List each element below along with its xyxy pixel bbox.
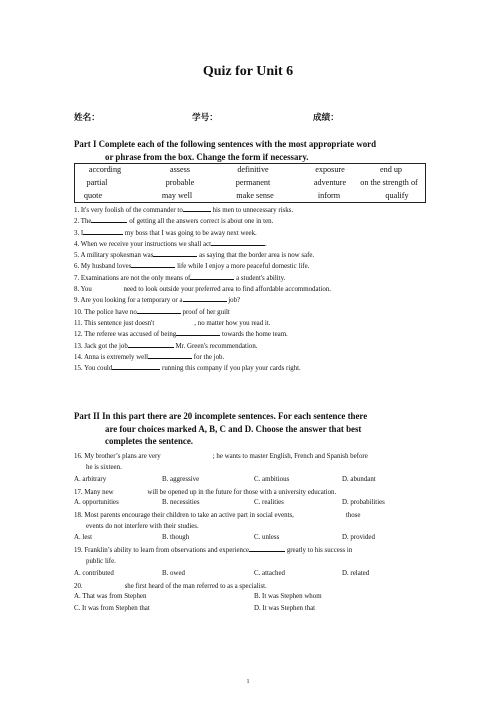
answer-blank[interactable] (249, 545, 285, 552)
word-box-item: may well (161, 191, 193, 200)
question-20: 20. she first heard of the man referred to as a specialist. (74, 583, 267, 590)
answer-blank[interactable] (131, 261, 175, 268)
word-box-row (75, 165, 425, 177)
question-16: 16. My brother’s plans are very ; he wants to master English, French and Spanish before he is sixteen. (74, 453, 368, 472)
answer-blank[interactable] (183, 205, 211, 212)
part1-sentences (74, 205, 426, 374)
choice-a[interactable]: A. contributed (74, 570, 114, 577)
question-19-choices (74, 570, 426, 581)
choice-b[interactable]: B. owed (162, 570, 185, 577)
sentence-2: 2. The of getting all the answers correct is about one in ten. (74, 218, 274, 226)
word-box (74, 163, 426, 203)
student-id-field-label: 学号： (192, 112, 218, 122)
word-box-item: probable (165, 178, 195, 187)
part2-heading: Part II In this part there are 20 incomplete sentences. For each sentence there are four choices marked A, B, C and D. Choose the answer that best completes the sentence. (74, 411, 368, 446)
choice-c[interactable]: C. It was from Stephen that (74, 605, 150, 612)
sentence-12: 12. The referee was accused of being towards the home team. (74, 331, 288, 339)
word-box-item: adventure (313, 178, 347, 187)
choice-b[interactable]: B. aggressive (162, 476, 200, 483)
page-title: Quiz for Unit 6 (202, 64, 294, 79)
word-box-item: assess (169, 165, 190, 174)
sentence-5: 5. A military spokesman was as saying that the border area is now safe. (74, 252, 315, 260)
choice-a[interactable]: A. opportunities (74, 499, 119, 506)
word-box-row (75, 178, 425, 190)
sentence-14: 14. Anna is extremely well for the job. (74, 353, 225, 361)
answer-blank[interactable] (112, 363, 160, 370)
word-box-item: on the strength of (360, 178, 418, 187)
part1-heading: Part I Complete each of the following sentences with the most appropriate word or phrase from the box. Change the form if necessary. (74, 139, 377, 162)
word-box-item: make sense (236, 191, 274, 200)
word-box-item: quote (83, 191, 103, 200)
answer-blank[interactable] (148, 352, 192, 359)
answer-blank[interactable] (91, 216, 127, 223)
word-box-item: permanent (235, 178, 271, 187)
choice-d[interactable]: D. It was Stephen that (254, 605, 316, 612)
word-box-item: inform (317, 191, 341, 200)
sentence-11: 11. This sentence just doesn't , no matter how you read it. (74, 319, 271, 327)
question-17-choices (74, 499, 426, 510)
sentence-3: 3. I my boss that I was going to be away next week. (74, 229, 257, 237)
sentence-10: 10. The police have no proof of her guilt (74, 308, 230, 316)
word-box-item: qualify (385, 191, 409, 200)
answer-blank[interactable] (190, 273, 234, 280)
choice-d[interactable]: D. related (342, 570, 370, 577)
page-number: 1 (246, 679, 250, 685)
question-17: 17. Many new will be opened up in the future for those with a university education. (74, 489, 337, 496)
sentence-8: 8. You need to look outside your preferred area to find affordable accommodation. (74, 286, 332, 294)
sentence-4: 4. When we receive your instructions we shall act . (74, 240, 267, 248)
word-box-item: end up (379, 165, 403, 174)
answer-blank[interactable] (83, 228, 123, 235)
word-box-item: partial (86, 178, 108, 187)
choice-a[interactable]: A. arbitrary (74, 476, 107, 483)
choice-a[interactable]: A. That was from Stephen (74, 593, 147, 600)
sentence-7: 7. Examinations are not the only means of a student's ability. (74, 274, 286, 282)
word-box-item: according (88, 165, 122, 174)
choice-c[interactable]: C. attached (254, 570, 285, 577)
choice-b[interactable]: B. necessities (162, 499, 200, 506)
answer-blank[interactable] (183, 295, 227, 302)
choice-c[interactable]: C. realities (254, 499, 284, 506)
answer-blank[interactable] (153, 250, 197, 257)
choice-d[interactable]: D. abundant (342, 476, 376, 483)
choice-c[interactable]: C. ambitious (254, 476, 290, 483)
answer-blank[interactable] (137, 307, 181, 314)
question-18-choices (74, 534, 426, 545)
question-19: 19. Franklin’s ability to learn from observations and experience greatly to his success in public life. (74, 547, 353, 566)
answer-blank[interactable] (176, 329, 220, 336)
choice-d[interactable]: D. provided (342, 534, 375, 541)
choice-d[interactable]: D. probabilities (342, 499, 385, 506)
question-18: 18. Most parents encourage their children to take an active part in social events, those events do not interfere with their studies. (74, 512, 361, 531)
answer-blank[interactable] (211, 239, 265, 246)
choice-b[interactable]: B. It was Stephen whom (254, 593, 322, 600)
score-field-label: 成绩： (313, 112, 339, 122)
sentence-6: 6. My husband loves life while I enjoy a more peaceful domestic life. (74, 263, 310, 271)
word-box-row (75, 191, 425, 203)
question-16-choices (74, 476, 426, 487)
choice-b[interactable]: B. though (162, 534, 190, 541)
word-box-item: definitive (237, 165, 269, 174)
question-20-choices-ab (74, 593, 426, 604)
sentence-1: 1. It's very foolish of the commander to his men to unnecessary risks. (74, 207, 294, 214)
question-20-choices-cd (74, 605, 426, 616)
sentence-9: 9. Are you looking for a temporary or a job? (74, 297, 241, 305)
word-box-item: exposure (315, 165, 345, 174)
sentence-13: 13. Jack got the job Mr. Green's recommendation. (74, 342, 258, 350)
choice-c[interactable]: C. unless (254, 534, 280, 541)
answer-blank[interactable] (128, 341, 174, 348)
choice-a[interactable]: A. lest (74, 534, 92, 541)
name-field-label: 姓名： (74, 112, 100, 122)
sentence-15: 15. You could running this company if you play your cards right. (74, 365, 301, 373)
